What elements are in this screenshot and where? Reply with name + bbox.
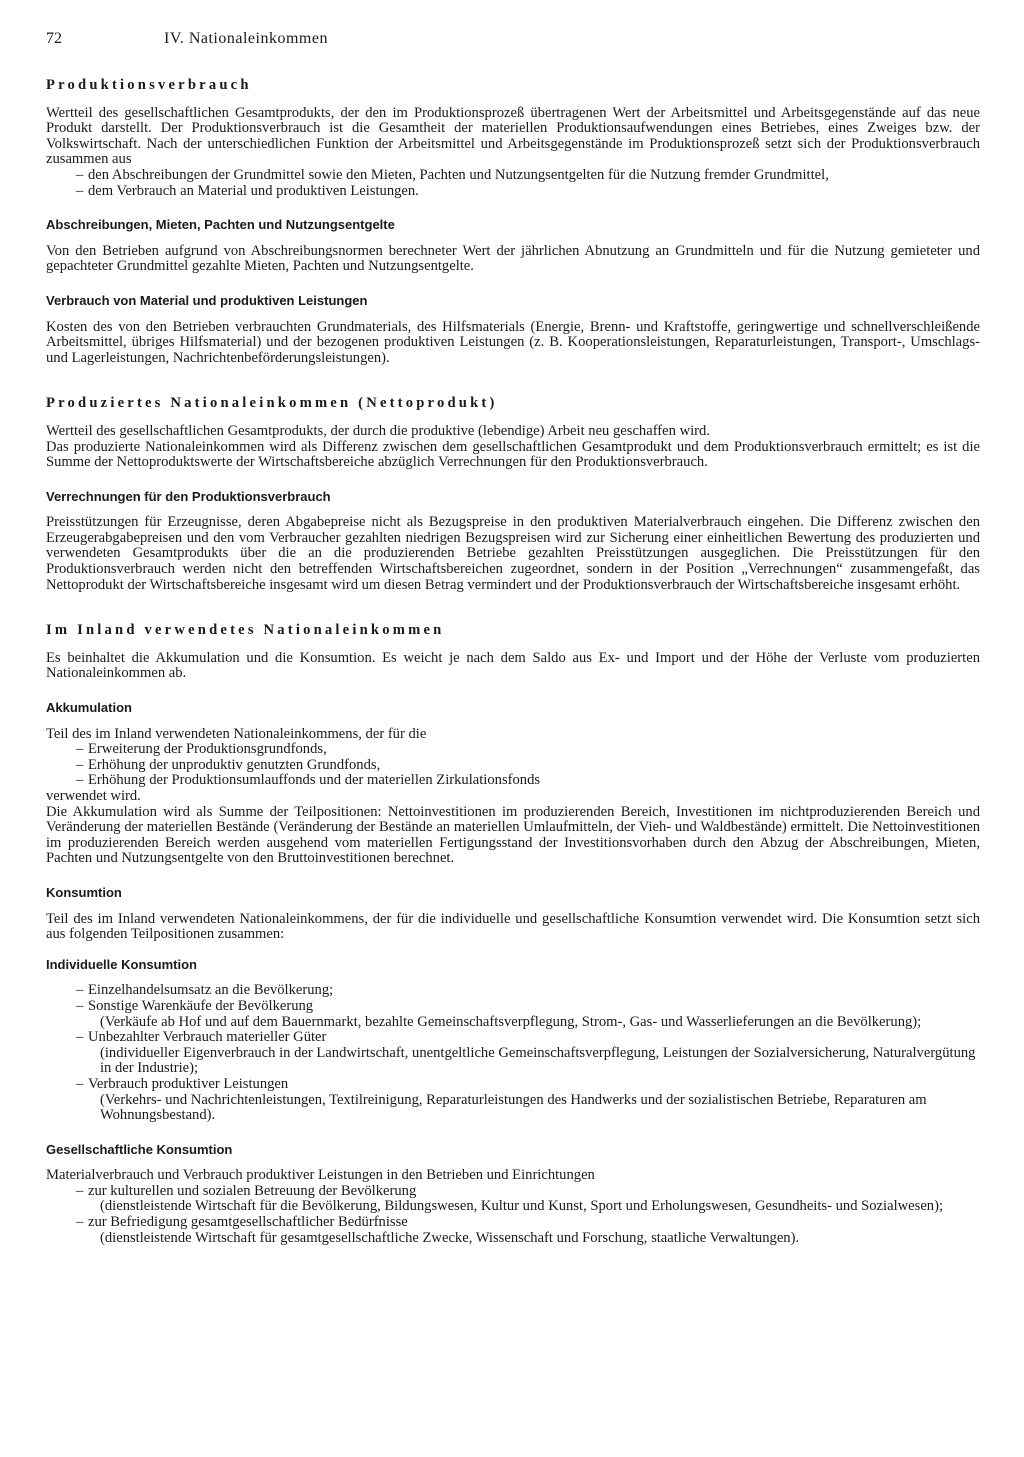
- paragraph: Das produzierte Nationaleinkommen wird als Differenz zwischen dem gesellschaftlichen Gesamtprodukt und dem Produktionsverbrauch ermittelt; es ist die Summe der Nettoproduktswerte der Wirtschaftsbereiche abzüglich Verrechnungen für den Produktionsverbrauch.: [46, 438, 980, 471]
- paragraph: verwendet wird.: [46, 788, 141, 804]
- section-title-im-inland-verwendetes: Im Inland verwendetes Nationaleinkommen: [46, 622, 445, 639]
- subsection-title-abschreibungen: Abschreibungen, Mieten, Pachten und Nutzungsentgelte: [46, 217, 395, 233]
- paragraph: Es beinhaltet die Akkumulation und die Konsumtion. Es weicht je nach dem Saldo aus Ex- und Import und der Höhe der Verluste vom produzierten Nationaleinkommen ab.: [46, 649, 980, 682]
- subsection-title-gesellschaftliche-konsumtion: Gesellschaftliche Konsumtion: [46, 1141, 233, 1157]
- paragraph: Materialverbrauch und Verbrauch produktiver Leistungen in den Betrieben und Einrichtungen: [46, 1167, 595, 1184]
- paragraph: Von den Betrieben aufgrund von Abschreibungsnormen berechneter Wert der jährlichen Abnutzung an Grundmitteln und für die Nutzung gemieteter und gepachteter Grundmittel gezahlte Mieten, Pachten und Nutzungsentgelte.: [46, 242, 980, 275]
- list-item: [76, 1215, 980, 1246]
- dash-list: [46, 168, 980, 199]
- paragraph: Wertteil des gesellschaftlichen Gesamtprodukts, der den im Produktionsprozeß übertragenen Wert der Arbeitsmittel und Arbeitsgegenstände auf das neue Produkt darstellt. Der Produktionsverbrauch ist die Gesamtheit der materiellen Produktionsaufwendungen eines Betriebes, eines Zweiges bzw. der Volkswirtschaft. Nach der unterschiedlichen Funktion der Arbeitsmittel und Arbeitsgegenstände im Produktionsprozeß setzt sich der Produktionsverbrauch zusammen aus: [46, 104, 980, 168]
- list-item-note: (Verkäufe ab Hof und auf dem Bauernmarkt, bezahlte Gemeinschaftsverpflegung, Strom-, Gas- und Wasserlieferungen an die Bevölkerung);: [100, 1013, 922, 1030]
- list-item: [76, 1184, 980, 1215]
- list-item-label: – Unbezahlter Verbrauch materieller Güter: [88, 1029, 327, 1046]
- list-item-note: (dienstleistende Wirtschaft für gesamtgesellschaftliche Zwecke, Wissenschaft und Forschung, staatliche Verwaltungen).: [100, 1229, 800, 1246]
- subsection-title-verbrauch-material: Verbrauch von Material und produktiven Leistungen: [46, 292, 368, 308]
- list-item: – Erhöhung der unproduktiv genutzten Grundfonds,: [76, 758, 980, 774]
- list-item-note: (dienstleistende Wirtschaft für die Bevölkerung, Bildungswesen, Kultur und Kunst, Sport und Erholungswesen, Gesundheits- und Sozialwesen);: [100, 1198, 944, 1215]
- subsection-title-konsumtion: Konsumtion: [46, 884, 122, 900]
- list-item-label: – Einzelhandelsumsatz an die Bevölkerung;: [88, 982, 334, 999]
- subsection-title-verrechnungen: Verrechnungen für den Produktionsverbrauch: [46, 488, 331, 504]
- subsection-title-individuelle-konsumtion: Individuelle Konsumtion: [46, 956, 197, 972]
- paragraph: Teil des im Inland verwendeten Nationaleinkommens, der für die individuelle und gesellschaftliche Konsumtion verwendet wird. Die Konsumtion setzt sich aus folgenden Teilpositionen zusammen:: [46, 910, 980, 943]
- paragraph: Wertteil des gesellschaftlichen Gesamtprodukts, der durch die produktive (lebendige) Arbeit neu geschaffen wird.: [46, 422, 710, 439]
- page-content: [46, 78, 980, 1246]
- paragraph: Teil des im Inland verwendeten Nationaleinkommens, der für die: [46, 725, 427, 742]
- dash-list: [46, 983, 980, 1123]
- subsection-title-akkumulation: Akkumulation: [46, 700, 132, 716]
- list-item: – Erhöhung der Produktionsumlauffonds und der materiellen Zirkulationsfonds: [76, 773, 980, 789]
- paragraph: Die Akkumulation wird als Summe der Teilpositionen: Nettoinvestitionen im produzierenden Bereich, Investitionen im nichtproduzierenden Bereich und Veränderung der materiellen Bestände (Veränderung der Bestände an materiellen Umlaufmitteln, der Vieh- und Waldbestände) ermittelt. Die Nettoinvestitionen im produzierenden Bereich werden ausgehend vom materiellen Fertigungsstand der Investitionsvorhaben durch den Abzug der Abschreibungen, Mieten, Pachten und Nutzungsentgelte von den Bruttoinvestitionen berechnet.: [46, 803, 980, 867]
- chapter-title: IV. Nationaleinkommen: [164, 30, 328, 47]
- list-item: [76, 1077, 980, 1124]
- list-item: – dem Verbrauch an Material und produktiven Leistungen.: [76, 184, 980, 200]
- section-title-produziertes-nationaleinkommen: Produziertes Nationaleinkommen (Nettoprodukt): [46, 395, 498, 412]
- paragraph: Kosten des von den Betrieben verbrauchten Grundmaterials, des Hilfsmaterials (Energie, Brenn- und Kraftstoffe, geringwertige und schnellverschleißende Arbeitsmittel, übriges Hilfsmaterial) und der bezogenen produktiven Leistungen (z. B. Kooperationsleistungen, Reparaturleistungen, Transport-, Umschlags- und Lagerleistungen, Nachrichtenbeförderungsleistungen).: [46, 318, 980, 366]
- dash-list: [46, 1184, 980, 1246]
- list-item-label: – Verbrauch produktiver Leistungen: [88, 1075, 289, 1092]
- list-item-label: – zur kulturellen und sozialen Betreuung der Bevölkerung: [88, 1182, 417, 1199]
- list-item-label: – Sonstige Warenkäufe der Bevölkerung: [88, 997, 314, 1014]
- list-item: – den Abschreibungen der Grundmittel sowie den Mieten, Pachten und Nutzungsentgelten für die Nutzung fremder Grundmittel,: [76, 168, 980, 184]
- list-item-note: (Verkehrs- und Nachrichtenleistungen, Textilreinigung, Reparaturleistungen des Handwerks und der sozialistischen Betriebe, Reparaturen am Wohnungsbestand).: [100, 1091, 927, 1124]
- list-item: [76, 983, 980, 999]
- list-item: – Erweiterung der Produktionsgrundfonds,: [76, 742, 980, 758]
- list-item: [76, 999, 980, 1030]
- list-item-note: (individueller Eigenverbrauch in der Landwirtschaft, unentgeltliche Gemeinschaftsverpflegung, Leistungen der Sozialversicherung, Naturalvergütung in der Industrie);: [100, 1044, 976, 1077]
- list-item-label: – zur Befriedigung gesamtgesellschaftlicher Bedürfnisse: [88, 1214, 408, 1231]
- dash-list: [46, 742, 980, 789]
- list-item: [76, 1030, 980, 1077]
- page-number: 72: [46, 30, 62, 47]
- paragraph: Preisstützungen für Erzeugnisse, deren Abgabepreise nicht als Bezugspreise in den produktiven Materialverbrauch eingehen. Die Differenz zwischen den Erzeugerabgabepreisen und den vom Verbraucher gezahlten niedrigen Bezugspreisen wird zur Sicherung einer einheitlichen Bewertung des produzierten und verwendeten Gesamtprodukts über die an die produzierenden Betriebe gezahlten Preisstützungen ausgeglichen. Die Preisstützungen für den Produktionsverbrauch werden nicht den betreffenden Wirtschaftsbereichen zugeordnet, sondern in der Position „Verrechnungen“ zusammengefaßt, das Nettoprodukt der Wirtschaftsbereiche insgesamt wird um diesen Betrag vermindert und der Produktionsverbrauch der Wirtschaftsbereiche insgesamt erhöht.: [46, 514, 980, 593]
- section-title-produktionsverbrauch: Produktionsverbrauch: [46, 77, 252, 93]
